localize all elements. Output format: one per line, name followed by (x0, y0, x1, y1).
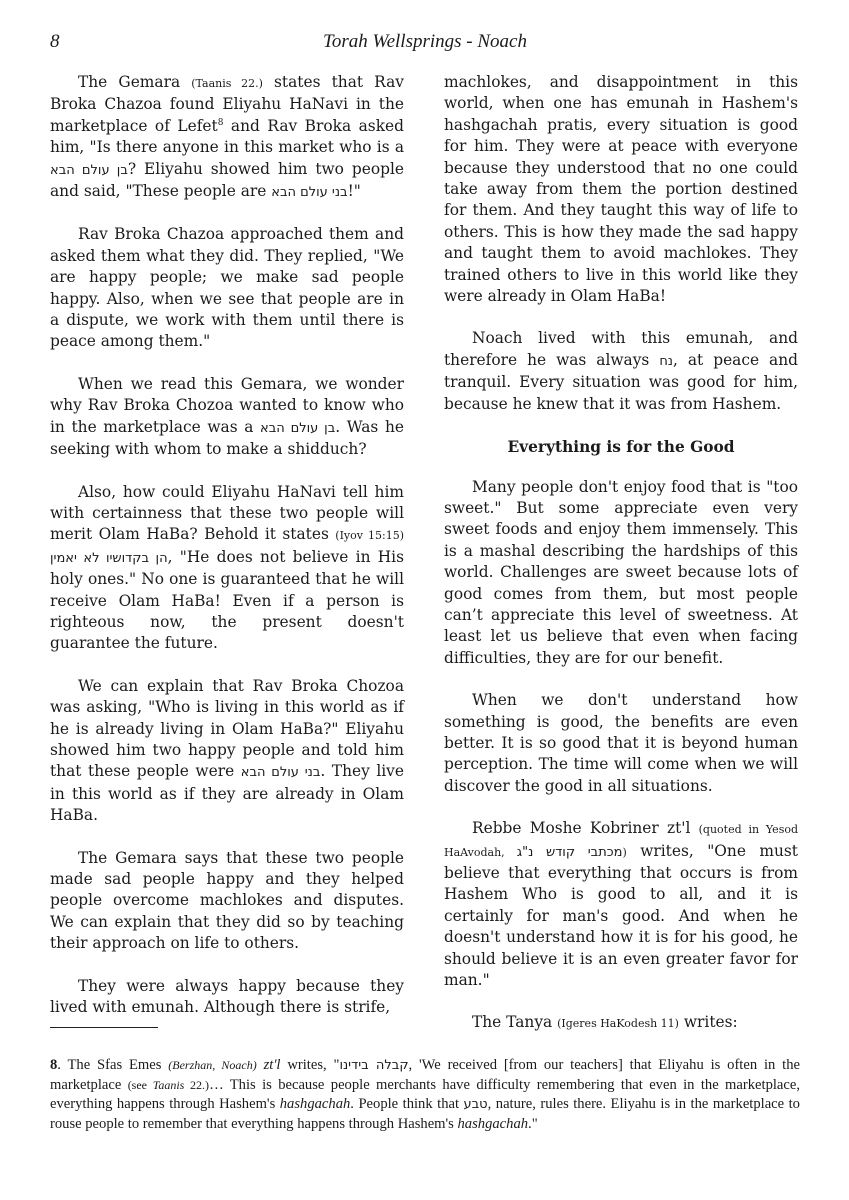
paragraph (50, 482, 404, 655)
citation: 22.) (184, 1077, 210, 1092)
text: . People think that (350, 1096, 464, 1113)
citation: (Berzhan, Noach) (168, 1058, 257, 1072)
paragraph: They were always happy because they lived with emunah. Although there is strife, (50, 976, 404, 1017)
paragraph (444, 1012, 798, 1034)
hebrew-text: נח (659, 353, 674, 369)
section-heading: Everything is for the Good (507, 438, 735, 457)
footnote-ref: 8 (217, 117, 224, 128)
citation: (Igeres HaKodesh 11) (557, 1017, 679, 1031)
text: . The Sfas Emes (57, 1057, 169, 1073)
citation: (Taanis 22.) (191, 77, 263, 90)
text: Noach lived with this emunah, and therefore he was always (444, 329, 798, 369)
hebrew-text: מכתבי קודש נ"ג (516, 844, 623, 860)
text: writes, "One must believe that everything that occurs is from Hashem Who is good to all, and it is certainly for man's good. And when he doesn't understand how it is for his good, he should believe it is an even greater favor for man." (444, 841, 798, 990)
text: and Rav Broka asked him, "Is there anyone in this market who is a (50, 116, 404, 157)
text: ." (528, 1115, 538, 1132)
footnote (50, 1056, 800, 1134)
paragraph (50, 72, 404, 203)
text: , 'We received [from our teachers] that Eliyahu is often in the marketplace (50, 1057, 800, 1093)
text: ? Eliyahu showed him two people and said, "These people are (50, 159, 405, 201)
citation: (Iyov 15:15) (335, 529, 404, 543)
text: Also, how could Eliyahu HaNavi tell him with certainness that these two people will merit Olam HaBa? Behold it states (50, 482, 404, 544)
page-number: 8 (50, 31, 60, 52)
running-title: Torah Wellsprings - Noach (323, 31, 527, 52)
paragraph (444, 328, 798, 415)
text: When we read this Gemara, we wonder why Rav Broka Chozoa wanted to know who in the marketplace was a (50, 374, 404, 436)
citation: (see (127, 1077, 153, 1092)
text: Rebbe Moshe Kobriner zt'l (472, 819, 699, 838)
text: states that Rav Broka Chazoa found Eliyahu HaNavi in the marketplace of Lefet (50, 73, 404, 135)
hebrew-text: בן עולם הבא (50, 162, 128, 178)
hebrew-text: קבלה בידינו (339, 1058, 409, 1073)
text: zt'l (256, 1057, 281, 1073)
hebrew-text: טבע (463, 1097, 488, 1113)
text: . They live in this world as if they are already in Olam HaBa. (50, 762, 404, 825)
text: hashgachah (279, 1096, 351, 1113)
text: writes, " (280, 1057, 340, 1073)
paragraph (50, 676, 404, 827)
right-column (444, 72, 798, 1056)
paragraph: Rav Broka Chazoa approached them and asked them what they did. They replied, "We are happy people; we make sad people happy. Also, when we see that people are in a dispute, we work with them until there is peace among them." (50, 225, 404, 351)
paragraph: machlokes, and disappointment in this world, when one has emunah in Hashem's hashgachah pratis, every situation is good for him. They were at peace with everyone because they understood that no one could take away from them the portion destined for them. And they taught this way of life to others. This is how they made the sad happy and taught them to avoid machlokes. They trained others to live in this world like they were already in Olam HaBa! (444, 73, 798, 306)
paragraph (50, 374, 404, 461)
left-column (50, 72, 404, 1039)
citation: (quoted in Yesod HaAvodah, (444, 823, 799, 859)
paragraph (444, 818, 798, 991)
citation: Taanis (152, 1077, 185, 1092)
text: We can explain that Rav Broka Chozoa was asking, "Who is living in this world as if he is already living in Olam HaBa?" Eliyahu showed him two happy people and told him that these people were (50, 676, 404, 781)
paragraph: Many people don't enjoy food that is "too sweet." But some appreciate even very sweet foods and enjoy them immensely. This is a mashal describing the hardships of this world. Challenges are sweet because lots of good comes from them, but most people can’t appreciate this level of sweetness. At least let us believe that even when facing difficulties, they are for our benefit. (444, 477, 798, 667)
paragraph: When we don't understand how something is good, the benefits are even better. It is so good that it is beyond human perception. The time will come when we will discover the good in all situations. (444, 691, 798, 795)
text: hashgachah (457, 1115, 529, 1132)
page-header (50, 31, 800, 57)
text: , nature, rules there. Eliyahu is in the marketplace to rouse people to remember that everything happens through Hashem's (50, 1096, 800, 1132)
text: … This is because people merchants have difficulty remembering that even in the marketplace, everything happens through Hashem's (50, 1076, 801, 1113)
hebrew-text: בן עולם הבא (260, 420, 336, 436)
text: , "He does not believe in His holy ones." No one is guaranteed that he will receive Olam HaBa! Even if a person is righteous now, the present doesn't guarantee the future. (50, 547, 404, 653)
text: . Was he seeking with whom to make a shidduch? (50, 417, 404, 459)
hebrew-text: הן בקדושיו לא יאמין (50, 550, 168, 566)
text: !" (347, 182, 361, 201)
footnote-divider (50, 1027, 158, 1028)
footnote-number: 8 (50, 1057, 58, 1073)
text: writes: (678, 1013, 738, 1032)
paragraph: The Gemara says that these two people made sad people happy and they helped people overcome machlokes and disputes. We can explain that they did so by teaching their approach on life to others. (50, 848, 404, 953)
text: , at peace and tranquil. Every situation was good for him, because he knew that it was from Hashem. (444, 350, 798, 413)
citation: ) (622, 845, 627, 859)
hebrew-text: בני עולם הבא (271, 185, 348, 201)
text: The Tanya (472, 1013, 558, 1032)
hebrew-text: בני עולם הבא (240, 765, 321, 781)
text: The Gemara (78, 73, 192, 91)
